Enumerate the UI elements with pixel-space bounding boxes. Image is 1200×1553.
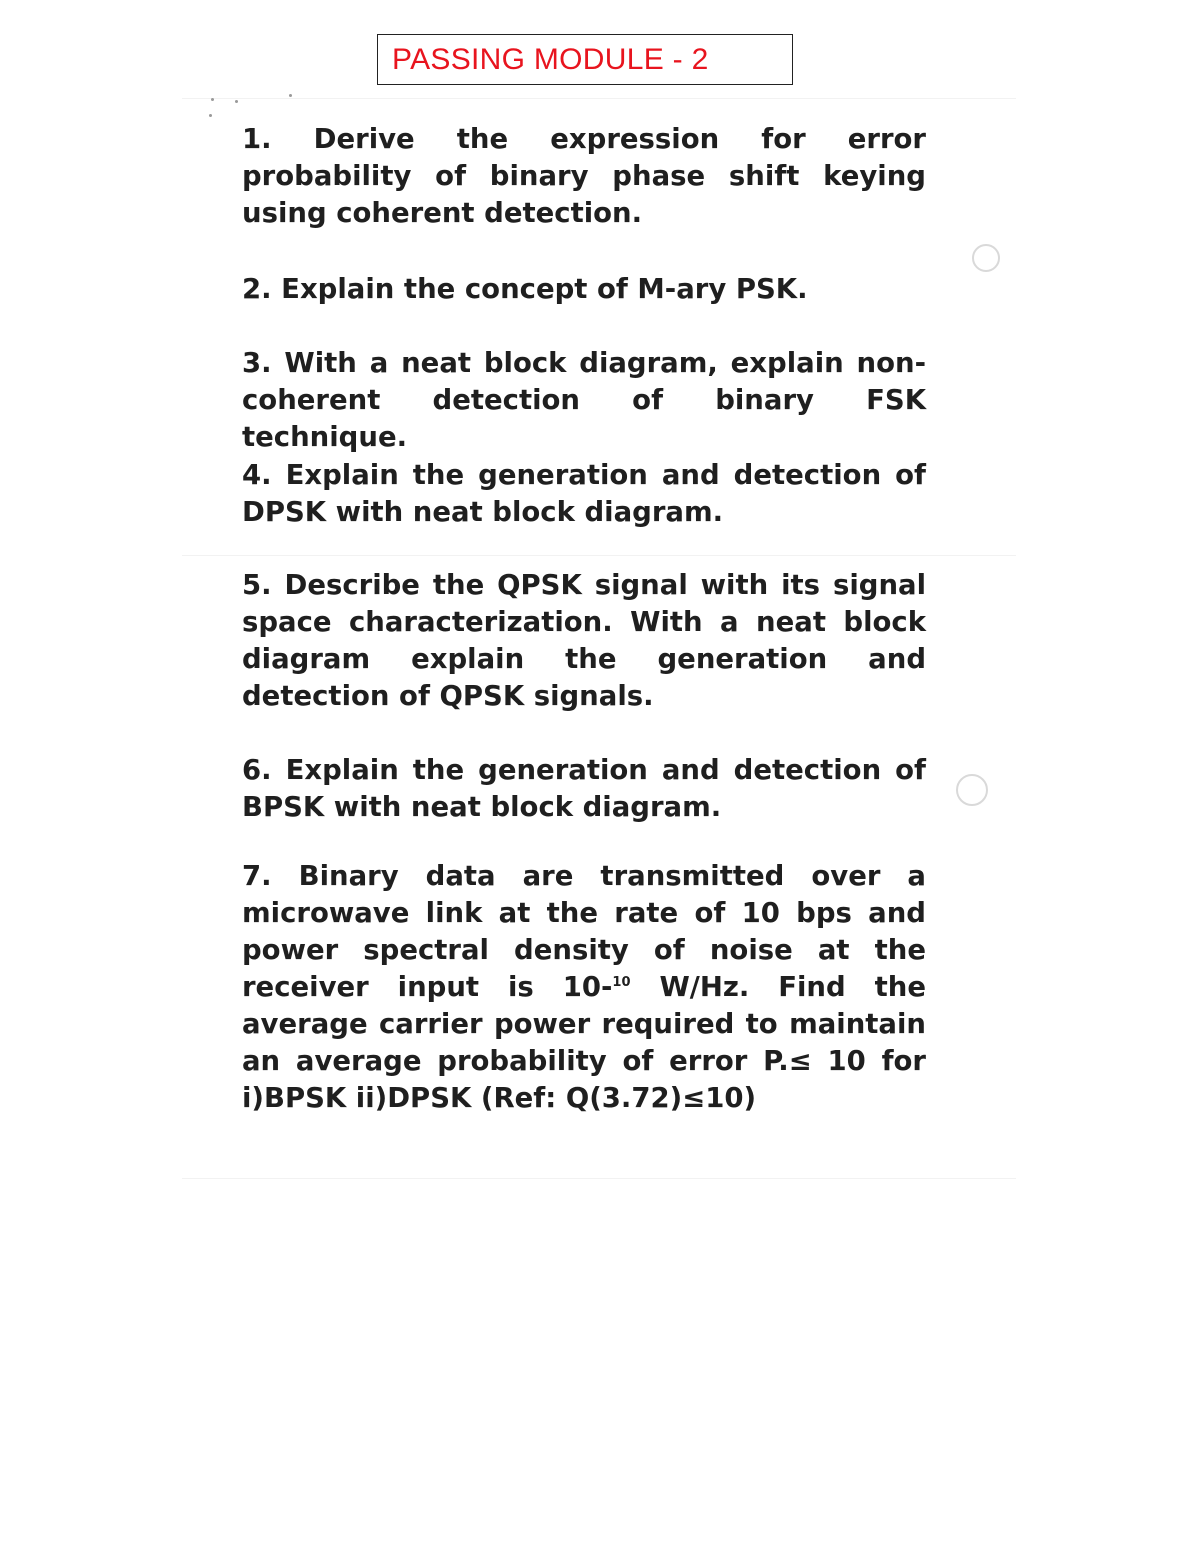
question-2: 2. Explain the concept of M-ary PSK. (242, 273, 808, 305)
question-7-part-1: 7. Binary data are transmitted over a microwave link at the rate of 10 bps and power spectral density of noise at the receiver input is 10- (242, 860, 926, 1003)
scan-divider-middle (182, 555, 1016, 556)
question-7 (242, 858, 926, 1117)
module-title: PASSING MODULE - 2 (392, 42, 709, 76)
scan-speck-marks (205, 92, 305, 122)
question-4: 4. Explain the generation and detection of DPSK with neat block diagram. (242, 459, 926, 528)
question-7-part-2: W/Hz. Find the average carrier power required to maintain an average probability of error P.≤ 10 for i)BPSK ii)DPSK (Ref: Q(3.72)≤10) (242, 971, 927, 1114)
scan-divider-bottom (182, 1178, 1016, 1179)
question-5: 5. Describe the QPSK signal with its signal space characterization. With a neat block diagram explain the generation and detection of QPSK signals. (242, 569, 926, 712)
scan-circle-mark (972, 244, 1000, 272)
question-3: 3. With a neat block diagram, explain non-coherent detection of binary FSK technique. (242, 347, 926, 453)
question-7-exponent: 10 (612, 974, 631, 990)
question-1: 1. Derive the expression for error probability of binary phase shift keying using coherent detection. (242, 123, 926, 229)
scan-circle-mark (956, 774, 988, 806)
scan-divider-top (182, 98, 1016, 99)
module-title-box (377, 34, 793, 85)
question-6: 6. Explain the generation and detection of BPSK with neat block diagram. (242, 754, 926, 823)
